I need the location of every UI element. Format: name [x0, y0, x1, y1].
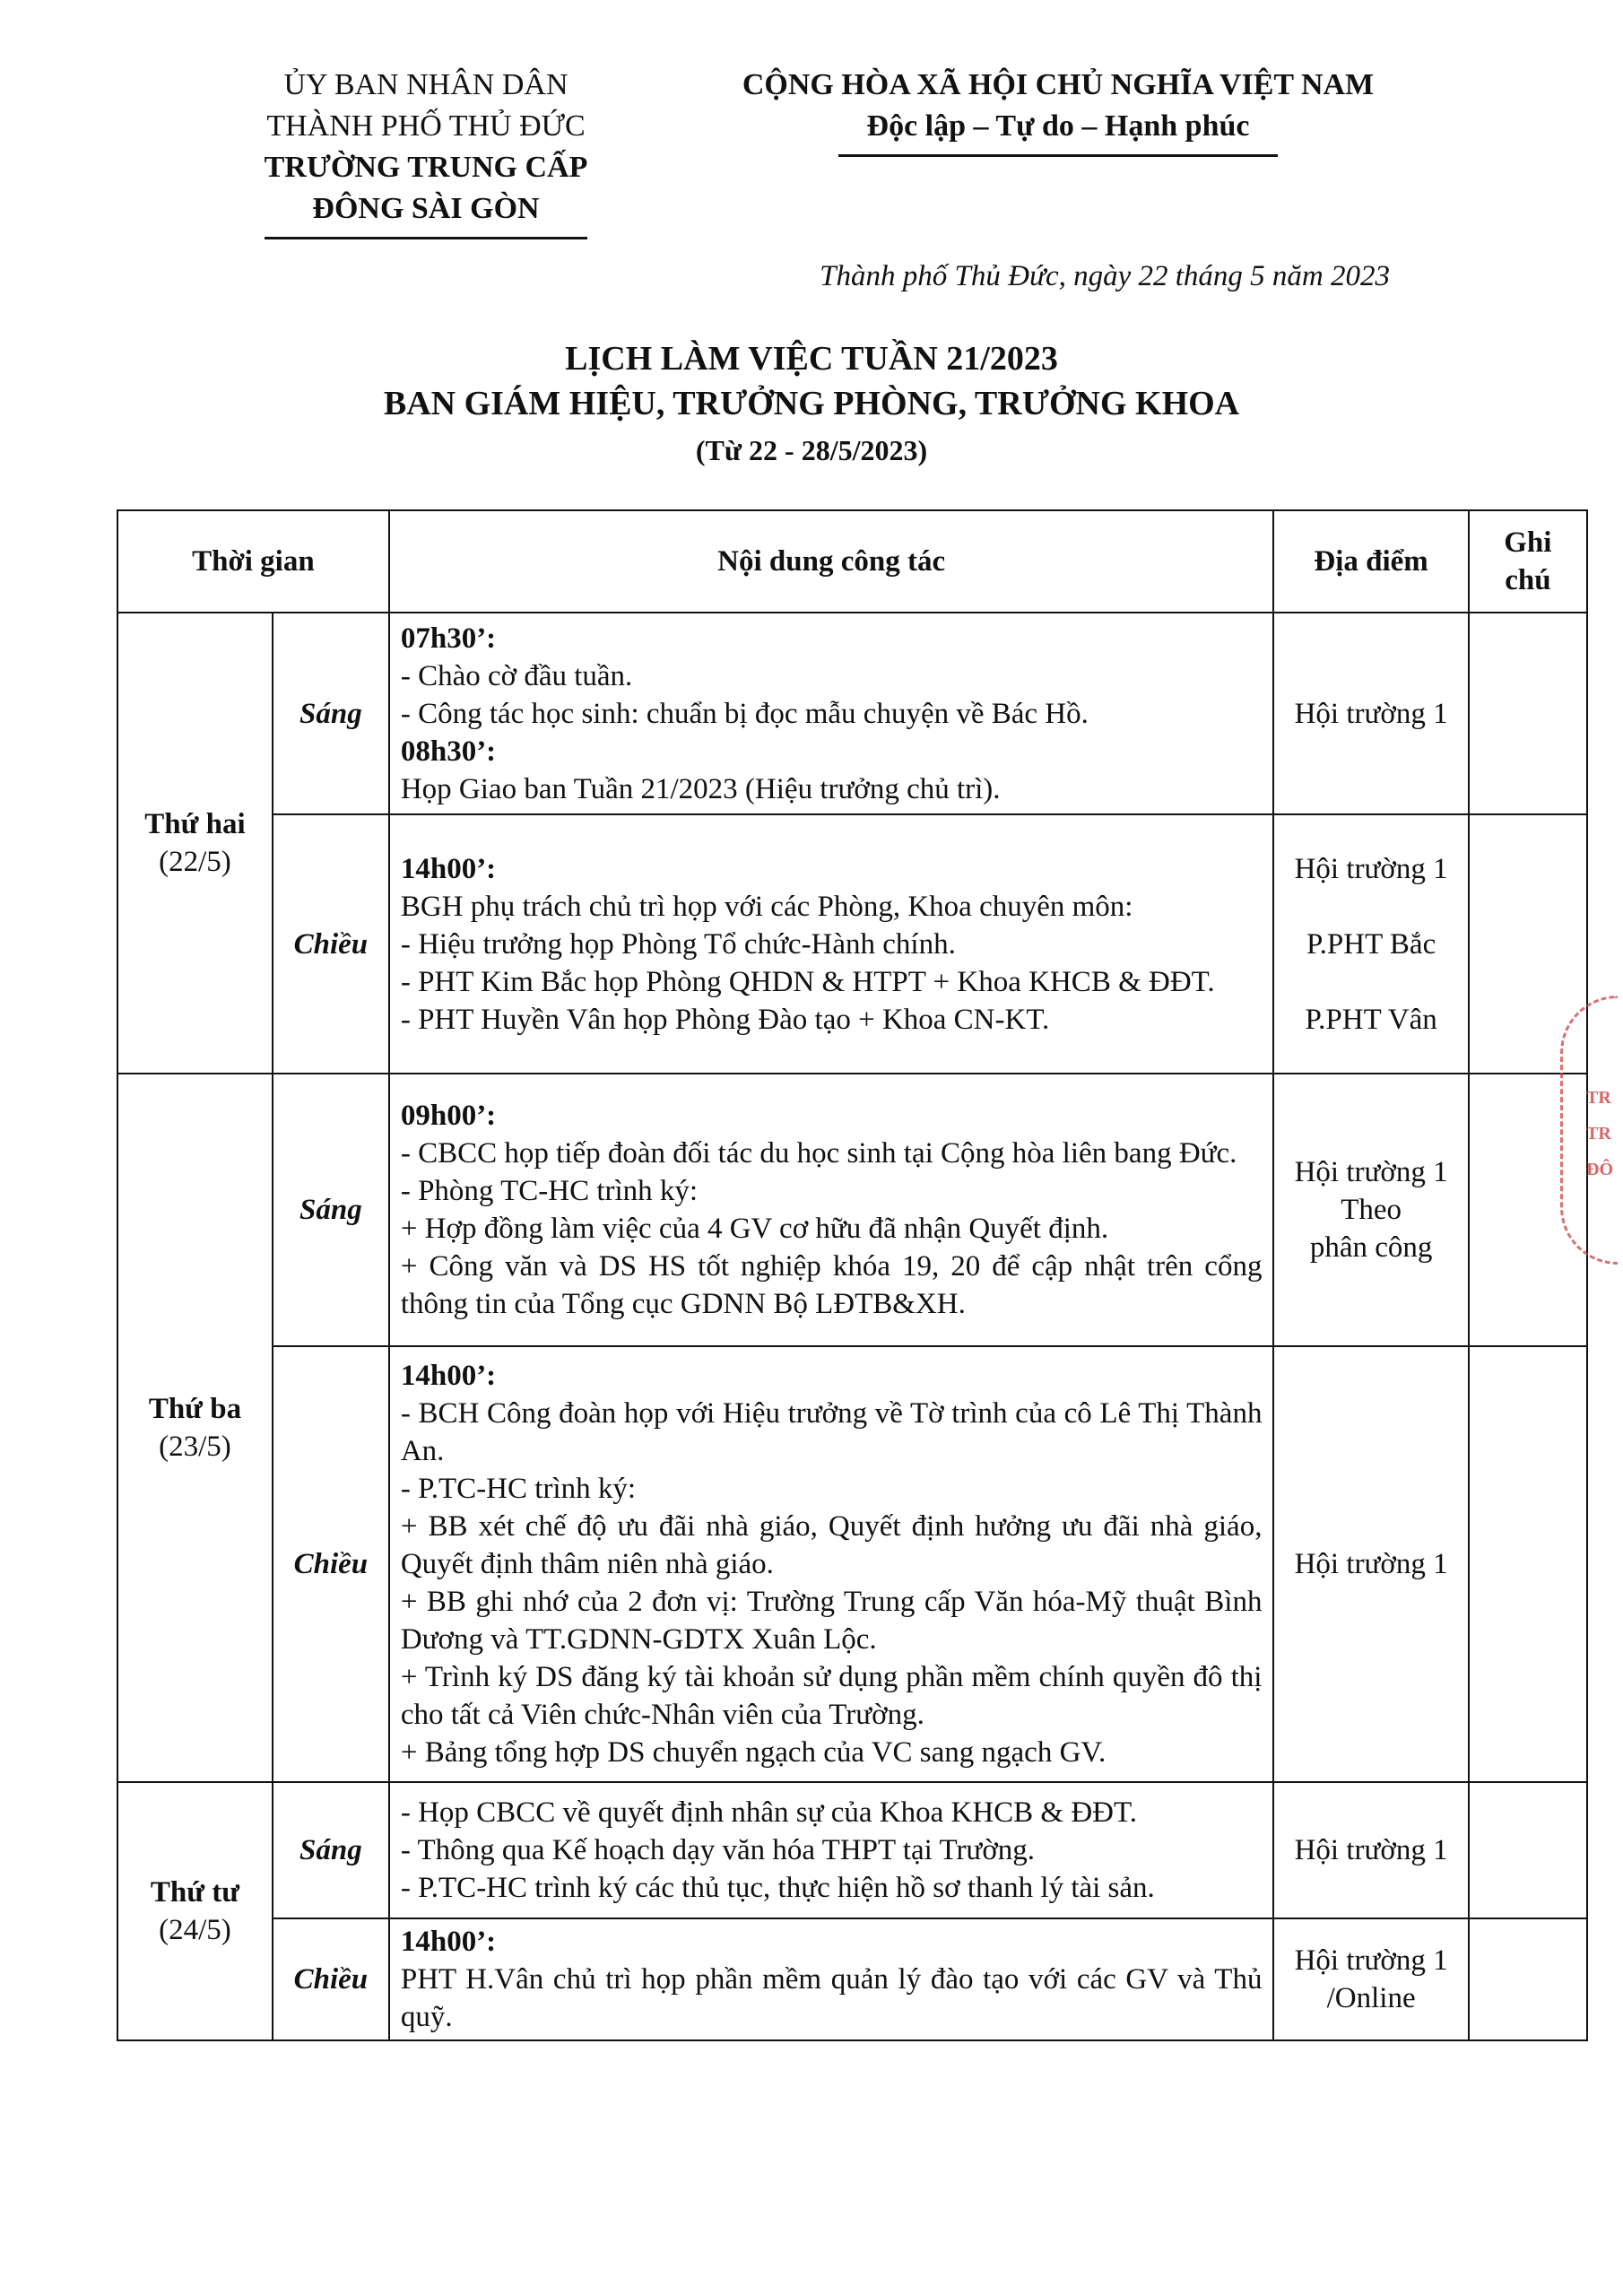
day-cell [117, 1074, 273, 1782]
session-cell: Sáng [273, 1782, 389, 1918]
header-note-2: chú [1505, 564, 1551, 596]
stamp-text: TR [1586, 1124, 1611, 1144]
national-motto [681, 65, 1435, 157]
schedule-table [117, 509, 1588, 2041]
table-row [117, 1346, 1587, 1782]
time-label: 07h30’: [400, 622, 497, 655]
location-cell [1273, 1918, 1468, 2040]
content-line: + Trình ký DS đăng ký tài khoản sử dụng phần mềm chính quyền đô thị cho tất cả Viên chức-Nhân viên của Trường. [400, 1661, 1263, 1731]
location-cell [1273, 1074, 1468, 1346]
content-line: + BB xét chế độ ưu đãi nhà giáo, Quyết định hưởng ưu đãi nhà giáo, Quyết định thâm niên nhà giáo. [400, 1510, 1263, 1580]
divider [838, 154, 1278, 157]
header-note [1469, 510, 1587, 613]
content-cell [389, 814, 1274, 1074]
location-line: Hội trường 1 [1294, 1548, 1448, 1580]
time-label: 14h00’: [400, 852, 497, 885]
time-label: 14h00’: [400, 1360, 497, 1392]
location-cell [1273, 613, 1468, 814]
content-line: - Chào cờ đầu tuần. [400, 659, 633, 692]
note-cell [1469, 1918, 1587, 2040]
content-line: Họp Giao ban Tuần 21/2023 (Hiệu trưởng chủ trì). [400, 772, 1001, 805]
time-label: 14h00’: [400, 1926, 497, 1958]
day-name: Thứ ba [148, 1393, 242, 1425]
location-cell [1273, 814, 1468, 1074]
content-line: - Thông qua Kế hoạch dạy văn hóa THPT tại Trường. [400, 1834, 1036, 1866]
location-line [1274, 963, 1467, 1001]
location-line [1274, 888, 1467, 926]
session-cell: Chiều [273, 1346, 389, 1782]
day-cell [117, 1782, 273, 2040]
location-line: /Online [1326, 1982, 1416, 2014]
session-cell: Sáng [273, 613, 389, 814]
table-row [117, 613, 1587, 814]
time-label: 09h00’: [400, 1100, 497, 1132]
header-content: Nội dung công tác [389, 510, 1274, 613]
header-location: Địa điểm [1273, 510, 1468, 613]
day-date: (24/5) [159, 1914, 231, 1946]
content-line: - CBCC họp tiếp đoàn đối tác du học sinh tại Cộng hòa liên bang Đức. [400, 1137, 1237, 1170]
content-line: - Phòng TC-HC trình ký: [400, 1175, 699, 1207]
issuing-authority [179, 65, 673, 239]
day-date: (23/5) [159, 1431, 231, 1463]
official-stamp [1560, 996, 1618, 1265]
authority-line-1: ỦY BAN NHÂN DÂN [283, 68, 568, 101]
content-cell [389, 1782, 1274, 1918]
school-name-line-2: ĐÔNG SÀI GÒN [312, 192, 540, 225]
location-line: Hội trường 1 [1294, 1834, 1448, 1866]
doc-subtitle: BAN GIÁM HIỆU, TRƯỞNG PHÒNG, TRƯỞNG KHOA [383, 385, 1240, 422]
date-line: Thành phố Thủ Đức, ngày 22 tháng 5 năm 2023 [820, 260, 1390, 292]
location-cell [1273, 1346, 1468, 1782]
location-line: Hội trường 1 [1294, 852, 1448, 885]
authority-line-2: THÀNH PHỐ THỦ ĐỨC [266, 109, 586, 143]
motto: Độc lập – Tự do – Hạnh phúc [866, 109, 1250, 143]
table-header [117, 510, 1587, 613]
content-line: PHT H.Vân chủ trì họp phần mềm quản lý đào tạo với các GV và Thủ quỹ. [400, 1963, 1263, 2033]
table-row [117, 1782, 1587, 1918]
divider [265, 237, 587, 239]
school-name-line-1: TRƯỜNG TRUNG CẤP [264, 151, 588, 184]
content-cell [389, 1074, 1274, 1346]
content-line: + Công văn và DS HS tốt nghiệp khóa 19, 20 để cập nhật trên cổng thông tin của Tổng cục GDNN Bộ LĐTB&XH. [400, 1250, 1263, 1320]
location-cell [1273, 1782, 1468, 1918]
day-name: Thứ tư [150, 1876, 240, 1909]
day-name: Thứ hai [144, 808, 246, 840]
location-line: Theo [1341, 1194, 1402, 1226]
location-line: P.PHT Bắc [1306, 927, 1436, 961]
content-line: - PHT Kim Bắc họp Phòng QHDN & HTPT + Khoa KHCB & ĐĐT. [400, 965, 1215, 998]
country-name: CỘNG HÒA XÃ HỘI CHỦ NGHĨA VIỆT NAM [742, 68, 1375, 101]
session-cell: Sáng [273, 1074, 389, 1346]
content-line: - BCH Công đoàn họp với Hiệu trưởng về Tờ trình của cô Lê Thị Thành An. [400, 1397, 1263, 1467]
note-cell [1469, 1782, 1587, 1918]
content-cell [389, 1918, 1274, 2040]
content-line: - PHT Huyền Vân họp Phòng Đào tạo + Khoa CN-KT. [400, 1003, 1050, 1036]
location-line: Hội trường 1 [1294, 1944, 1448, 1977]
note-cell [1469, 1346, 1587, 1782]
table-row [117, 814, 1587, 1074]
session-cell: Chiều [273, 814, 389, 1074]
doc-date-range: (Từ 22 - 28/5/2023) [695, 434, 928, 466]
content-line: - Hiệu trưởng họp Phòng Tổ chức-Hành chính. [400, 927, 956, 961]
header-note-1: Ghi [1504, 526, 1552, 559]
content-line: + Hợp đồng làm việc của 4 GV cơ hữu đã nhận Quyết định. [400, 1213, 1109, 1245]
content-cell [389, 613, 1274, 814]
table-row [117, 1918, 1587, 2040]
note-cell [1469, 613, 1587, 814]
content-cell [389, 1346, 1274, 1782]
content-line: - P.TC-HC trình ký các thủ tục, thực hiện hồ sơ thanh lý tài sản. [400, 1872, 1155, 1904]
location-line: phân công [1309, 1231, 1433, 1264]
stamp-text: ĐÔ [1586, 1160, 1613, 1179]
content-line: + BB ghi nhớ của 2 đơn vị: Trường Trung cấp Văn hóa-Mỹ thuật Bình Dương và TT.GDNN-GDTX Xuân Lộc. [400, 1586, 1263, 1656]
content-line: + Bảng tổng hợp DS chuyển ngạch của VC sang ngạch GV. [400, 1736, 1107, 1769]
doc-title: LỊCH LÀM VIỆC TUẦN 21/2023 [565, 340, 1058, 378]
content-line: - Họp CBCC về quyết định nhân sự của Khoa KHCB & ĐĐT. [400, 1796, 1137, 1829]
day-cell [117, 613, 273, 1074]
location-line: P.PHT Vân [1305, 1003, 1437, 1036]
time-label: 08h30’: [400, 735, 497, 768]
stamp-text: TR [1586, 1088, 1611, 1108]
location-line: Hội trường 1 [1294, 697, 1448, 730]
content-line: - P.TC-HC trình ký: [400, 1473, 637, 1505]
day-date: (22/5) [159, 846, 231, 878]
content-line: - Công tác học sinh: chuẩn bị đọc mẫu chuyện về Bác Hồ. [400, 697, 1089, 730]
header-time: Thời gian [117, 510, 389, 613]
table-row [117, 1074, 1587, 1346]
session-cell: Chiều [273, 1918, 389, 2040]
content-line: BGH phụ trách chủ trì họp với các Phòng, Khoa chuyên môn: [400, 890, 1133, 923]
location-line: Hội trường 1 [1294, 1156, 1448, 1188]
